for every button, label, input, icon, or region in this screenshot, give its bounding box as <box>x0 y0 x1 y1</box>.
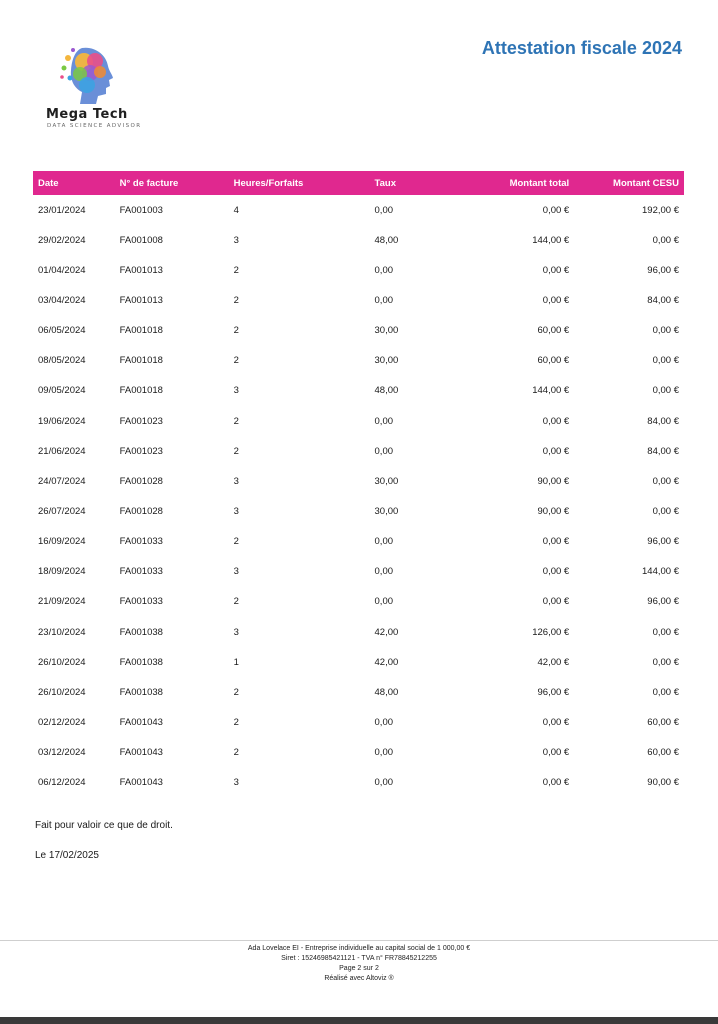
cell-hours: 2 <box>233 536 239 548</box>
cell-total-amount: 0,00 € <box>542 415 570 427</box>
cell-invoice-number: FA001003 <box>119 204 163 216</box>
cell-cesu-amount: 60,00 € <box>647 716 679 728</box>
cell-cesu-amount: 0,00 € <box>652 234 679 246</box>
cell-hours: 2 <box>233 747 239 759</box>
cell-cesu-amount: 96,00 € <box>647 536 679 548</box>
cell-invoice-number: FA001038 <box>119 686 163 698</box>
cell-cesu-amount: 0,00 € <box>652 475 679 487</box>
cell-hours: 2 <box>233 415 239 427</box>
footer-divider <box>0 940 718 941</box>
invoice-table <box>33 171 684 798</box>
cell-total-amount: 126,00 € <box>532 626 570 638</box>
viewer-bottom-bar <box>0 1017 718 1024</box>
cell-invoice-number: FA001043 <box>119 716 163 728</box>
cell-date: 21/06/2024 <box>38 445 86 457</box>
cell-date: 29/02/2024 <box>38 234 86 246</box>
cell-cesu-amount: 0,00 € <box>652 626 679 638</box>
cell-total-amount: 0,00 € <box>542 536 570 548</box>
table-row <box>33 496 684 526</box>
cell-rate: 0,00 <box>374 566 394 578</box>
cell-total-amount: 96,00 € <box>537 686 570 698</box>
cell-date: 26/07/2024 <box>38 505 86 517</box>
page-title: Attestation fiscale 2024 <box>481 38 682 58</box>
table-row <box>33 768 684 798</box>
cell-rate: 30,00 <box>374 475 399 487</box>
cell-date: 23/10/2024 <box>38 626 86 638</box>
cell-total-amount: 0,00 € <box>542 445 570 457</box>
cell-rate: 0,00 <box>374 264 394 276</box>
table-row <box>33 587 684 617</box>
footer-siret-line: Siret : 15246985421121 - TVA n° FR78845212255 <box>281 955 437 962</box>
cell-invoice-number: FA001023 <box>119 445 163 457</box>
head-profile-icon <box>60 44 116 106</box>
closing-statement: Fait pour valoir ce que de droit. <box>35 820 173 831</box>
cell-date: 09/05/2024 <box>38 385 86 397</box>
cell-date: 18/09/2024 <box>38 566 86 578</box>
cell-hours: 3 <box>233 475 239 487</box>
cell-date: 21/09/2024 <box>38 596 86 608</box>
cell-invoice-number: FA001023 <box>119 415 163 427</box>
table-row <box>33 255 684 285</box>
cell-total-amount: 60,00 € <box>537 325 570 337</box>
cell-total-amount: 90,00 € <box>537 505 570 517</box>
cell-cesu-amount: 90,00 € <box>647 777 679 789</box>
cell-cesu-amount: 0,00 € <box>652 505 679 517</box>
column-header-date: Date <box>38 177 59 189</box>
cell-rate: 30,00 <box>374 505 399 517</box>
cell-invoice-number: FA001033 <box>119 536 163 548</box>
cell-date: 16/09/2024 <box>38 536 86 548</box>
cell-rate: 0,00 <box>374 747 394 759</box>
cell-hours: 4 <box>233 204 239 216</box>
cell-hours: 2 <box>233 355 239 367</box>
cell-cesu-amount: 0,00 € <box>652 656 679 668</box>
cell-invoice-number: FA001018 <box>119 325 163 337</box>
cell-total-amount: 0,00 € <box>542 264 570 276</box>
cell-rate: 0,00 <box>374 596 394 608</box>
cell-hours: 2 <box>233 294 239 306</box>
cell-hours: 2 <box>233 716 239 728</box>
table-header-row <box>33 171 684 195</box>
table-row <box>33 647 684 677</box>
column-header-rate: Taux <box>374 177 396 189</box>
table-row <box>33 195 684 225</box>
cell-rate: 42,00 <box>374 656 399 668</box>
cell-total-amount: 0,00 € <box>542 716 570 728</box>
cell-invoice-number: FA001008 <box>119 234 163 246</box>
cell-total-amount: 60,00 € <box>537 355 570 367</box>
cell-hours: 3 <box>233 505 239 517</box>
cell-hours: 2 <box>233 445 239 457</box>
cell-total-amount: 144,00 € <box>532 385 570 397</box>
cell-total-amount: 0,00 € <box>542 566 570 578</box>
cell-hours: 3 <box>233 385 239 397</box>
cell-rate: 48,00 <box>374 686 399 698</box>
cell-rate: 0,00 <box>374 536 394 548</box>
table-row <box>33 707 684 737</box>
cell-total-amount: 90,00 € <box>537 475 570 487</box>
cell-cesu-amount: 0,00 € <box>652 325 679 337</box>
cell-hours: 3 <box>233 626 239 638</box>
table-row <box>33 557 684 587</box>
table-row <box>33 346 684 376</box>
cell-date: 03/04/2024 <box>38 294 86 306</box>
cell-cesu-amount: 84,00 € <box>647 415 679 427</box>
cell-invoice-number: FA001013 <box>119 264 163 276</box>
cell-rate: 30,00 <box>374 325 399 337</box>
cell-hours: 2 <box>233 686 239 698</box>
table-row <box>33 285 684 315</box>
cell-total-amount: 0,00 € <box>542 777 570 789</box>
cell-rate: 48,00 <box>374 234 399 246</box>
cell-date: 01/04/2024 <box>38 264 86 276</box>
cell-date: 06/12/2024 <box>38 777 86 789</box>
cell-cesu-amount: 96,00 € <box>647 596 679 608</box>
cell-cesu-amount: 0,00 € <box>652 355 679 367</box>
cell-date: 06/05/2024 <box>38 325 86 337</box>
table-body <box>33 195 684 798</box>
brand-tagline: DATA SCIENCE ADVISOR <box>47 123 142 129</box>
cell-date: 08/05/2024 <box>38 355 86 367</box>
cell-hours: 3 <box>233 777 239 789</box>
table-row <box>33 617 684 647</box>
cell-total-amount: 0,00 € <box>542 204 570 216</box>
cell-cesu-amount: 60,00 € <box>647 747 679 759</box>
cell-invoice-number: FA001033 <box>119 566 163 578</box>
cell-rate: 0,00 <box>374 716 394 728</box>
cell-cesu-amount: 84,00 € <box>647 445 679 457</box>
page-footer <box>0 944 718 984</box>
cell-cesu-amount: 84,00 € <box>647 294 679 306</box>
cell-rate: 0,00 <box>374 204 394 216</box>
table-row <box>33 436 684 466</box>
footer-page-number: Page 2 sur 2 <box>339 965 379 972</box>
cell-invoice-number: FA001033 <box>119 596 163 608</box>
cell-cesu-amount: 144,00 € <box>642 566 679 578</box>
footer-legal-line: Ada Lovelace EI - Entreprise individuelle au capital social de 1 000,00 € <box>247 945 471 952</box>
cell-date: 02/12/2024 <box>38 716 86 728</box>
cell-date: 23/01/2024 <box>38 204 86 216</box>
cell-hours: 3 <box>233 234 239 246</box>
table-row <box>33 738 684 768</box>
cell-date: 03/12/2024 <box>38 747 86 759</box>
table-row <box>33 376 684 406</box>
table-row <box>33 466 684 496</box>
cell-invoice-number: FA001038 <box>119 626 163 638</box>
cell-invoice-number: FA001038 <box>119 656 163 668</box>
cell-rate: 0,00 <box>374 415 394 427</box>
cell-total-amount: 0,00 € <box>542 294 570 306</box>
cell-rate: 30,00 <box>374 355 399 367</box>
cell-total-amount: 144,00 € <box>532 234 570 246</box>
column-header-hours: Heures/Forfaits <box>233 177 304 189</box>
cell-rate: 0,00 <box>374 294 394 306</box>
cell-rate: 0,00 <box>374 445 394 457</box>
cell-cesu-amount: 96,00 € <box>647 264 679 276</box>
cell-invoice-number: FA001018 <box>119 385 163 397</box>
table-row <box>33 225 684 255</box>
cell-date: 19/06/2024 <box>38 415 86 427</box>
table-row <box>33 406 684 436</box>
table-row <box>33 527 684 557</box>
cell-hours: 2 <box>233 596 239 608</box>
cell-date: 26/10/2024 <box>38 656 86 668</box>
cell-hours: 2 <box>233 264 239 276</box>
table-row <box>33 316 684 346</box>
column-header-cesu-amount: Montant CESU <box>613 177 679 189</box>
brand-name: Mega Tech <box>46 107 128 122</box>
cell-invoice-number: FA001013 <box>119 294 163 306</box>
cell-total-amount: 42,00 € <box>537 656 570 668</box>
cell-hours: 1 <box>233 656 239 668</box>
cell-total-amount: 0,00 € <box>542 596 570 608</box>
cell-invoice-number: FA001028 <box>119 505 163 517</box>
column-header-total-amount: Montant total <box>509 177 570 189</box>
cell-invoice-number: FA001043 <box>119 747 163 759</box>
cell-hours: 3 <box>233 566 239 578</box>
footer-credit: Réalisé avec Altoviz ® <box>324 975 394 982</box>
issue-date: Le 17/02/2025 <box>35 850 99 861</box>
table-row <box>33 677 684 707</box>
cell-rate: 0,00 <box>374 777 394 789</box>
column-header-invoice-number: N° de facture <box>119 177 179 189</box>
cell-cesu-amount: 192,00 € <box>642 204 679 216</box>
cell-invoice-number: FA001018 <box>119 355 163 367</box>
cell-rate: 48,00 <box>374 385 399 397</box>
cell-cesu-amount: 0,00 € <box>652 686 679 698</box>
cell-total-amount: 0,00 € <box>542 747 570 759</box>
cell-invoice-number: FA001028 <box>119 475 163 487</box>
cell-hours: 2 <box>233 325 239 337</box>
cell-rate: 42,00 <box>374 626 399 638</box>
cell-invoice-number: FA001043 <box>119 777 163 789</box>
cell-date: 24/07/2024 <box>38 475 86 487</box>
cell-cesu-amount: 0,00 € <box>652 385 679 397</box>
cell-date: 26/10/2024 <box>38 686 86 698</box>
